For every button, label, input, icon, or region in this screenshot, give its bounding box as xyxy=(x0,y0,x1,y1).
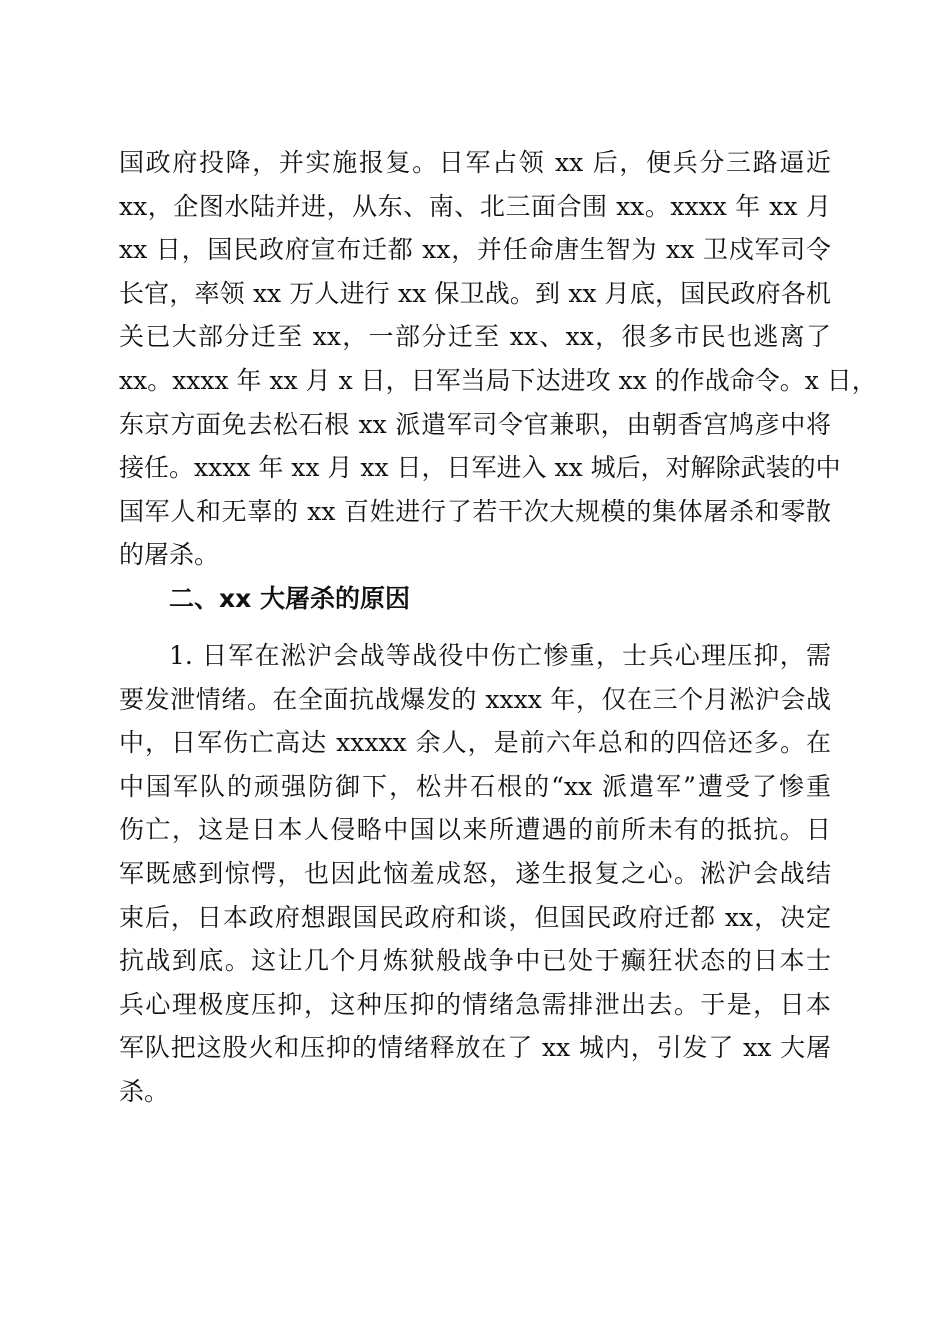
paragraph-2 xyxy=(119,634,831,1114)
paragraph-line: 杀。 xyxy=(119,1076,170,1106)
paragraph-line: 中国军队的顽强防御下，松井石根的“xx 派遣军”遭受了惨重 xyxy=(119,771,831,801)
paragraph-line: 军队把这股火和压抑的情绪释放在了 xx 城内，引发了 xx 大屠 xyxy=(119,1033,831,1063)
paragraph-line: 中，日军伤亡高达 xxxxx 余人，是前六年总和的四倍还多。在 xyxy=(119,728,831,758)
paragraph-line: 接任。xxxx 年 xx 月 xx 日，日军进入 xx 城后，对解除武装的中 xyxy=(119,453,841,483)
paragraph-line: xx。xxxx 年 xx 月 x 日，日军当局下达进攻 xx 的作战命令。x 日， xyxy=(119,365,877,395)
paragraph-1 xyxy=(119,141,877,577)
section-heading: 二、xx 大屠杀的原因 xyxy=(169,584,410,613)
paragraph-line: 伤亡，这是日本人侵略中国以来所遭遇的前所未有的抵抗。日 xyxy=(119,815,831,845)
paragraph-line: 兵心理极度压抑，这种压抑的情绪急需排泄出去。于是，日本 xyxy=(119,989,831,1019)
paragraph-line: 要发泄情绪。在全面抗战爆发的 xxxx 年，仅在三个月淞沪会战 xyxy=(119,684,831,714)
paragraph-line: xx 日，国民政府宣布迁都 xx，并任命唐生智为 xx 卫戍军司令 xyxy=(119,235,831,265)
paragraph-line: 长官，率领 xx 万人进行 xx 保卫战。到 xx 月底，国民政府各机 xyxy=(119,278,831,308)
paragraph-line: 1. 日军在淞沪会战等战役中伤亡惨重，士兵心理压抑，需 xyxy=(169,641,831,670)
paragraph-line: 军既感到惊愕，也因此恼羞成怒，遂生报复之心。淞沪会战结 xyxy=(119,858,831,888)
paragraph-line: 抗战到底。这让几个月炼狱般战争中已处于癫狂状态的日本士 xyxy=(119,946,831,976)
paragraph-line: 束后，日本政府想跟国民政府和谈，但国民政府迁都 xx，决定 xyxy=(119,902,831,932)
paragraph-line: 东京方面免去松石根 xx 派遣军司令官兼职，由朝香宫鸠彦中将 xyxy=(119,409,831,439)
section-heading-block xyxy=(119,577,831,621)
paragraph-line: 关已大部分迁至 xx，一部分迁至 xx、xx，很多市民也逃离了 xyxy=(119,322,831,352)
paragraph-line: 的屠杀。 xyxy=(119,540,220,570)
paragraph-line: 国军人和无辜的 xx 百姓进行了若干次大规模的集体屠杀和零散 xyxy=(119,496,831,526)
paragraph-line: xx，企图水陆并进，从东、南、北三面合围 xx。xxxx 年 xx 月 xyxy=(119,191,831,221)
paragraph-line: 国政府投降，并实施报复。日军占领 xx 后，便兵分三路逼近 xyxy=(119,148,831,177)
